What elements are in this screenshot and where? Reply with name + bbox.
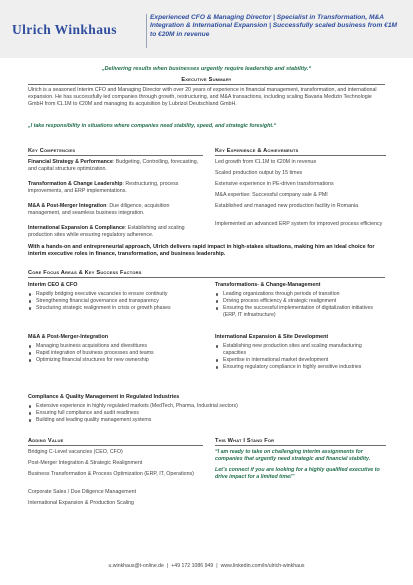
list-item: Building and leading quality management systems: [28, 417, 386, 424]
competency-text: : Establishing and scaling production sites while ensuring regulatory adherence.: [28, 225, 185, 239]
list-item: Establishing new production sites and scaling manufacturing capacities: [215, 343, 386, 357]
candidate-name: Ulrich Winkhaus: [12, 22, 117, 37]
competency-label: M&A & Post-Merger Integration: [28, 203, 107, 209]
competency-text: : Due diligence, acquisition management, and seamless business integration.: [28, 203, 170, 217]
header-divider: [146, 14, 147, 48]
key-experience-title: Key Experience & Achievements: [215, 148, 299, 154]
list-item: Optimizing financial structures for new ownership: [28, 357, 200, 364]
value-item: Corporate Sales / Due Diligence Management: [28, 489, 137, 495]
focus-left-0-list: [28, 291, 200, 312]
focus-bottom-list: [28, 403, 386, 424]
list-item: Driving process efficiency & strategic realignment: [215, 298, 386, 305]
experience-item: Led growth from €1.1M to €20M in revenue: [215, 159, 317, 165]
value-item: Post-Merger Integration & Strategic Realignment: [28, 460, 143, 466]
focus-rule: [28, 277, 385, 278]
list-item: Leading organizations through periods of transition: [215, 291, 386, 298]
competency-label: Financial Strategy & Performance: [28, 159, 113, 165]
experience-item: M&A expertise: Successful company sale & PMI: [215, 192, 328, 198]
executive-summary-rule: [28, 84, 385, 85]
footer-separator: |: [216, 563, 218, 569]
headline: Experienced CFO & Managing Director | Specialist in Transformation, M&A Integration & International Expansion | Successfully scaled business from €1M to €20M in revenue: [150, 14, 397, 38]
stand-for-rule: [215, 445, 386, 446]
value-item: Business Transformation & Process Optimization (ERP, IT, Operations): [28, 471, 194, 477]
competency-item: [28, 225, 200, 239]
competency-label: Transformation & Change Leadership: [28, 181, 123, 187]
focus-left-1-list: [28, 343, 200, 364]
focus-left-1-title: M&A & Post-Merger-Integration: [28, 334, 109, 340]
footer-phone[interactable]: +49 172 1086 949: [171, 563, 214, 569]
tagline: „Delivering results when businesses urgently require leadership and stability.“: [101, 66, 312, 72]
footer-web-link[interactable]: www.linkedin.com/in/ulrich-winkhaus: [220, 563, 305, 569]
key-competencies-rule: [28, 155, 203, 156]
competency-text: : Budgeting, Controlling, forecasting, and capital structure optimization.: [28, 159, 199, 173]
experience-item: Implemented an advanced ERP system for improved process efficiency: [215, 221, 383, 227]
list-item: Expertise in international market development: [215, 357, 386, 364]
footer-separator: |: [166, 563, 169, 569]
footer-email-link[interactable]: u.winkhaus@t-online.de: [108, 563, 164, 569]
adding-value-rule: [28, 445, 203, 446]
focus-right-0-list: [215, 291, 386, 319]
focus-bottom-title: Compliance & Quality Management in Regulated Industries: [28, 394, 180, 400]
competency-item: [28, 203, 200, 217]
value-item: International Expansion & Production Scaling: [28, 500, 135, 506]
competency-text: : Restructuring, process improvements, and ERP implementations.: [28, 181, 179, 195]
key-competencies-title: Key Competencies: [28, 148, 76, 154]
competency-item: [28, 159, 200, 173]
experience-item: Scaled production output by 15 times: [215, 170, 303, 176]
list-item: Ensuring the successful implementation of digitalization initiatives (ERP, IT infrastructure): [215, 305, 386, 319]
list-item: Structuring strategic realignment in crisis or growth phases: [28, 305, 200, 312]
executive-summary-quote: „I take responsibility in situations where companies need stability, speed, and strategic foresight.“: [28, 123, 277, 129]
executive-summary-title: Executive Summary: [181, 77, 232, 83]
adding-value-title: Adding Value: [28, 438, 64, 444]
header-band: [0, 0, 413, 58]
list-item: Ensuring full compliance and audit readiness: [28, 410, 386, 417]
list-item: Rapidly bridging executive vacancies to ensure continuity: [28, 291, 200, 298]
list-item: Extensive experience in highly regulated markets (MedTech, Pharma, Industrial sectors): [28, 403, 386, 410]
focus-left-0-title: Interim CEO & CFO: [28, 282, 78, 288]
stand-for-title: This What I Stand For: [215, 438, 275, 444]
value-item: Bridging C-Level vacancies (CEO, CFO): [28, 449, 123, 455]
focus-right-0-title: Transformations- & Change-Management: [215, 282, 321, 288]
stand-for-quote-1: “I am ready to take on challenging interim assignments for companies that urgently need strategic and financial stability.: [215, 449, 371, 463]
list-item: Managing business acquisitions and divestitures: [28, 343, 200, 350]
experience-item: Extensive experience in PE-driven transformations: [215, 181, 334, 187]
list-item: Ensuring regulatory compliance in highly sensitive industries: [215, 364, 386, 371]
focus-right-1-list: [215, 343, 386, 371]
summary-statement: With a hands-on and entrepreneurial approach, Ulrich delivers rapid impact in high-stakes situations, making him an ideal choice for interim executive roles in finance, transformation, and business leadership.: [28, 244, 375, 258]
key-experience-rule: [215, 155, 386, 156]
competency-item: [28, 181, 200, 195]
contact-footer: [0, 563, 413, 569]
executive-summary-text: Ulrich is a seasoned Interim CFO and Managing Director with over 20 years of experience in financial management, transformation, and international expansion. He has successfully led companies through growth, restructuring, and M&A transactions, including scaling Bavaria Medizin Technologie GmbH from €1.1M to €20M and managing its acquisition by Lubrizol Deutschland GmbH.: [28, 87, 377, 108]
stand-for-quote-2: Let’s connect if you are looking for a highly qualified executive to drive impact for a limited time!”: [215, 467, 380, 481]
focus-title: Core Focus Areas & Key Success Factors: [28, 270, 142, 276]
competency-label: International Expansion & Compliance: [28, 225, 125, 231]
list-item: Strengthening financial governance and transparency: [28, 298, 200, 305]
focus-right-1-title: International Expansion & Site Development: [215, 334, 329, 340]
experience-item: Established and managed new production facility in Romania: [215, 203, 359, 209]
list-item: Rapid integration of business processes and teams: [28, 350, 200, 357]
